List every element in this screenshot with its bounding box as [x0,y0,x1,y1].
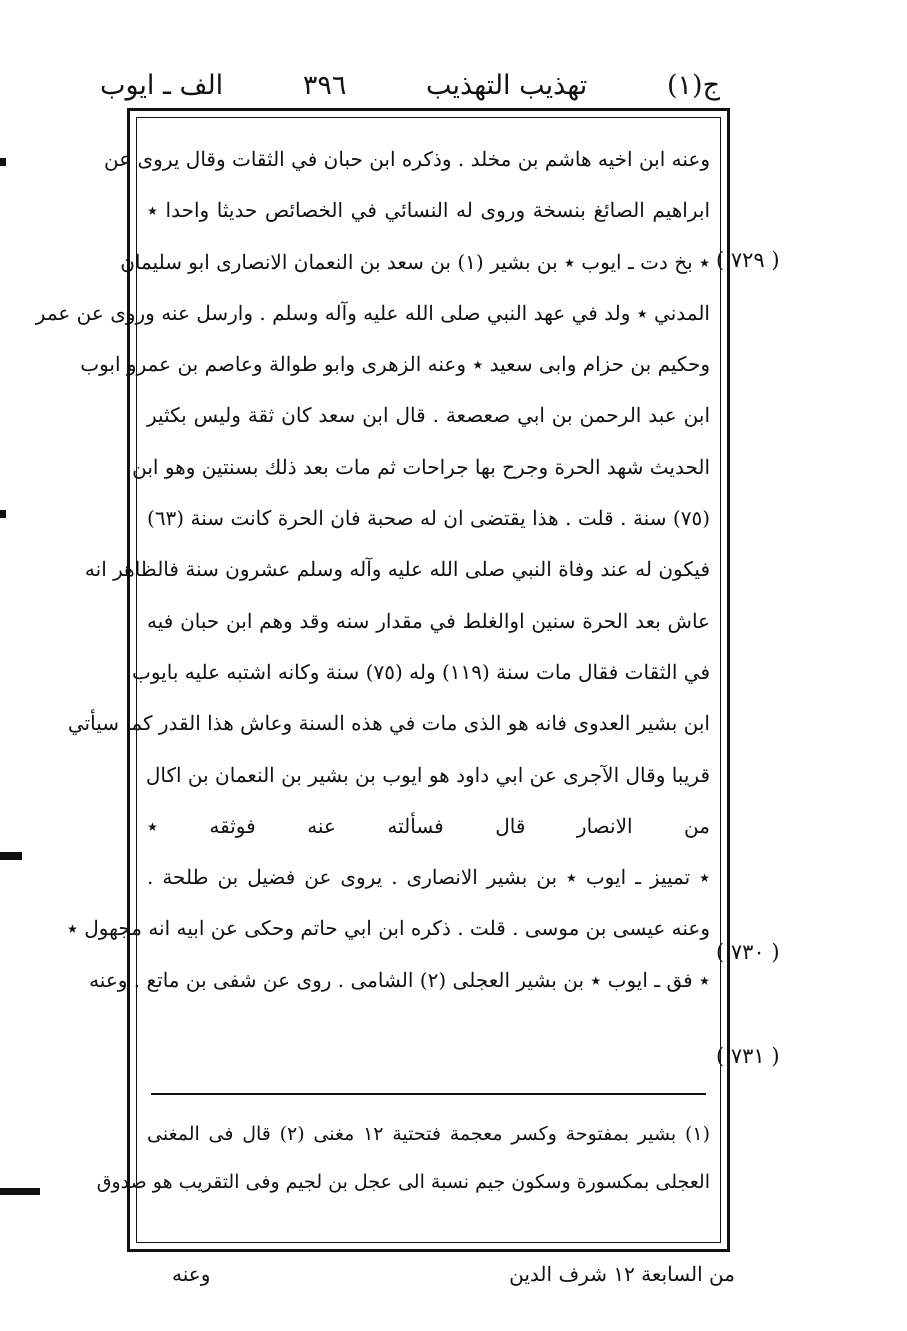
text-line: ابراهيم الصائغ بنسخة وروى له النسائي في الخصائص حديثا واحدا ٭ [147,198,710,223]
text-line: فيكون له عند وفاة النبي صلى الله عليه وآله وسلم عشرون سنة فالظاهر انه [84,557,710,582]
text-line: المدني ٭ ولد في عهد النبي صلى الله عليه وآله وسلم . وارسل عنه وروى عن عمر [35,300,710,325]
text-line: وعنه عيسى بن موسى . قلت . ذكره ابن ابي حاتم وحكى عن ابيه انه مجهول ٭ [67,916,710,941]
text-line: ابن بشير العدوى فانه هو الذى مات في هذه السنة وعاش هذا القدر كما سيأتي [67,711,710,736]
scan-mark [0,1188,40,1195]
text-line: قريبا وقال الآجرى عن ابي داود هو ايوب بن بشير بن النعمان بن اكال [145,762,710,787]
text-frame [35,108,730,1252]
scan-mark [0,158,6,166]
text-line: عاش بعد الحرة سنين اوالغلط في مقدار سنه وقد وهم ابن حبان فيه [147,608,710,633]
entry-number-731: ( ٧٣١ ) [716,1044,780,1068]
text-line: من الانصار قال فسألته عنه فوثقه ٭ [147,813,710,838]
header-book-title: تهذيب التهذيب [426,69,588,101]
text-line: في الثقات فقال مات سنة (١١٩) وله (٧٥) سنة وكانه اشتبه عليه بايوب [132,659,710,684]
footnotes [96,1110,711,1206]
text-line: وعنه ابن اخيه هاشم بن مخلد . وذكره ابن حبان في الثقات وقال يروى عن [104,147,710,171]
text-line: وحكيم بن حزام وابى سعيد ٭ وعنه الزهرى وابو طوالة وعاصم بن عمرو ابوب [80,352,710,377]
text-line: ٭ فق ـ ايوب ٭ بن بشير العجلى (٢) الشامى . روى عن شفى بن ماتع . وعنه [89,967,710,992]
text-line: (٧٥) سنة . قلت . هذا يقتضى ان له صحبة فان الحرة كانت سنة (٦٣) [147,506,710,531]
entry-number-729: ( ٧٢٩ ) [716,248,780,272]
text-line: ابن عبد الرحمن بن ابي صعصعة . قال ابن سعد كان ثقة وليس بكثير [147,403,710,428]
text-frame-inner [35,117,721,1243]
header-page-number: ٣٩٦ [302,69,347,101]
footnote-divider [151,1093,706,1095]
text-line: الحديث شهد الحرة وجرح بها جراحات ثم مات بعد ذلك بسنتين وهو ابن [132,454,710,479]
main-text [35,134,710,1006]
text-line: ٭ بخ دت ـ ايوب ٭ بن بشير (١) بن سعد بن النعمان الانصارى ابو سليمان [120,249,710,274]
bottom-note: من السابعة ١٢ شرف الدين [509,1262,735,1286]
entry-number-730: ( ٧٣٠ ) [716,940,780,964]
page-header [100,60,720,110]
scan-mark [0,852,22,860]
footnote-line: العجلى بمكسورة وسكون جيم نسبة الى عجل بن لجيم وفى التقريب هو صدوق [96,1171,710,1193]
footnote-line: (١) بشير بمفتوحة وكسر معجمة فتحتية ١٢ مغنى (٢) قال فى المغنى [147,1123,711,1145]
text-line: ٭ تمييز ـ ايوب ٭ بن بشير الانصارى . يروى عن فضيل بن طلحة . [147,865,710,890]
header-volume: ج(١) [666,69,720,101]
catchword: وعنه [172,1262,211,1286]
header-section: الف ـ ايوب [100,69,224,101]
scan-mark [0,510,6,518]
